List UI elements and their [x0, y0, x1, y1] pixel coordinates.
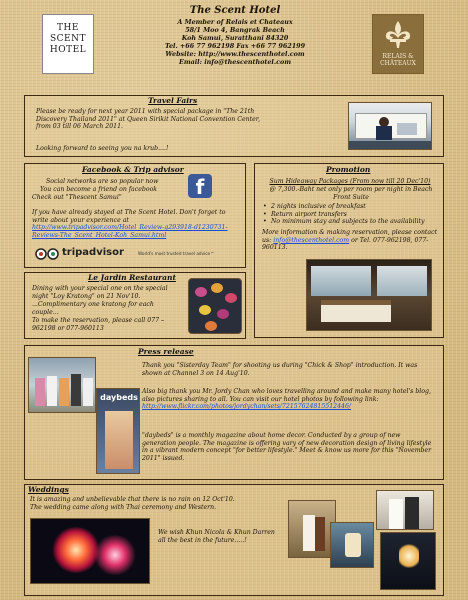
- sisterday-team-photo: [28, 357, 96, 413]
- promotion-bullets: [262, 203, 440, 226]
- promotion-tel: or Tel. 077-962198, 077-960113.: [262, 236, 429, 252]
- tripadvisor-invite: If you have already stayed at The Scent Hotel. Don't forget to write about your experience at: [32, 209, 226, 224]
- promotion-bullet: • Return airport transfers: [262, 211, 440, 219]
- tripadvisor-review-link[interactable]: http://www.tripadvisor.com/Hotel_Review-g293918-d1230731-Reviews-The_Scent_Hotel-Koh_Samui.html: [32, 224, 228, 239]
- press-text2: [142, 388, 434, 411]
- promotion-contact-text: More information & making reservation, please contact us:: [262, 229, 438, 244]
- kratong-photo: [188, 278, 242, 334]
- weddings-text2: The wedding came along with Thai ceremony and Western.: [30, 504, 217, 511]
- weddings-title: Weddings: [28, 485, 69, 494]
- daybeds-masthead: daybeds: [100, 393, 138, 402]
- logo-right-line2: CHÂTEAUX: [380, 60, 416, 67]
- le-jardin-text2: ...Complimentary one kratong for each couple...: [32, 301, 154, 316]
- le-jardin-text1: Dining with your special one on the special night "Loy Kratong" on 21 Nov'10.: [32, 285, 168, 300]
- header-line3: Koh Samui, Suratthani 84320: [181, 34, 289, 42]
- fleur-de-lis-icon: [381, 19, 415, 49]
- travel-fairs-text: Please be ready for next year 2011 with special package in "The 21th Discovery Thailand 2011" at Queen Sirikit National Convention Center, from 03 till 06 March 2011.: [36, 108, 261, 131]
- le-jardin-text3: To make the reservation, please call 077 –962198 or 077-960113: [32, 317, 165, 332]
- promotion-package: Sum Hideaway Packages (From now till 20 Dec'10): [269, 178, 431, 185]
- facebook-icon[interactable]: f: [188, 174, 212, 198]
- website-label: Website:: [165, 50, 199, 58]
- facebook-text2: You can become a friend on facebook: [40, 186, 158, 193]
- facebook-text1: Social networks are so popular now: [46, 178, 159, 185]
- header-line2: 58/1 Moo 4, Bangrak Beach: [185, 26, 285, 34]
- travel-fairs-title: Travel Fairs: [148, 96, 198, 105]
- flickr-link[interactable]: http://www.flickr.com/photos/jordychan/sets/72157624815512446/: [142, 403, 352, 411]
- wedding-lantern-photo: [330, 522, 374, 568]
- tripadvisor-owl-icon: [34, 248, 60, 260]
- press-text1: Thank you "Sisterday Team" for shooting us during "Chick & Shop" introduction. It was shown at Channel 3 on 14 Aug'10.: [142, 362, 418, 377]
- promotion-price: @ 7,300.-Baht net only per room per night in Beach Front Suite: [269, 186, 433, 201]
- promotion-contact: [262, 229, 440, 252]
- tripadvisor-tagline: World's most trusted travel advice™: [138, 251, 215, 256]
- logo-left-line2: SCENT: [50, 34, 86, 44]
- facebook-tripadvisor-text: [32, 209, 240, 239]
- le-jardin-title: Le Jardin Restaurant: [88, 273, 176, 282]
- hotel-title: The Scent Hotel: [189, 5, 281, 16]
- beach-front-suite-photo: [306, 259, 432, 331]
- scent-hotel-logo: [42, 14, 94, 74]
- tripadvisor-wordmark: tripadvisor: [62, 247, 124, 258]
- tripadvisor-logo: [34, 247, 234, 261]
- header-line1: A Member of Relais et Chateaux: [177, 18, 293, 26]
- relais-chateaux-logo: [372, 14, 424, 74]
- promotion-bullet: • 2 nights inclusive of breakfast: [262, 203, 440, 211]
- logo-left-line3: HOTEL: [49, 45, 87, 55]
- fireworks-photo: [30, 518, 150, 584]
- daybeds-magazine-cover: [96, 388, 140, 474]
- weddings-wishes: We wish Khun Nicola & Khun Darren all the best in the future.....!: [158, 529, 275, 544]
- press-release-title: Press release: [138, 347, 194, 356]
- promotion-title: Promotion: [326, 165, 371, 174]
- email-label: Email:: [178, 58, 205, 66]
- wedding-ceremony-photo: [288, 500, 336, 558]
- logo-right-line1: RELAIS &: [382, 53, 414, 60]
- promotion-email-link[interactable]: info@thescenthotel.com: [273, 236, 350, 244]
- promotion-bullet: • No minimum stay and subjects to the availability: [262, 218, 440, 226]
- logo-left-line1: THE: [57, 23, 79, 33]
- weddings-text1: It is amazing and unbelievable that there is no rain on 12 Oct'10.: [30, 496, 235, 503]
- travel-fair-booth-photo: [348, 102, 432, 150]
- wedding-couple-photo: [376, 490, 434, 530]
- header-website: [110, 50, 360, 58]
- website-link[interactable]: http://www.thescenthotel.com: [198, 50, 305, 58]
- facebook-title: Facebook & Trip advisor: [82, 165, 184, 174]
- header-line4: Tel. +66 77 962198 Fax +66 77 962199: [164, 42, 306, 50]
- wedding-night-photo: [380, 532, 436, 590]
- press-text2-body: Also big thank you Mr. Jordy Chan who loves travelling around and make many hotel's blog, also pictures sharing to all. You can visit our hotel photos by following link:: [142, 388, 431, 403]
- travel-fairs-closing: Looking forward to seeing you na krub....!: [36, 145, 169, 152]
- press-text3: "daybeds" is a monthly magazine about home decor. Conducted by a group of new generation people. The magazine is offering vary of new decoration design of living lifestyle in a vibrant modern concept "for better lifestyle." Meet & know us more for this "November 2011" issued.: [142, 432, 432, 462]
- header-email: [110, 58, 360, 66]
- facebook-text3: Check out "Thescent Samui": [32, 194, 122, 201]
- email-link[interactable]: info@thescenthotel.com: [204, 58, 291, 66]
